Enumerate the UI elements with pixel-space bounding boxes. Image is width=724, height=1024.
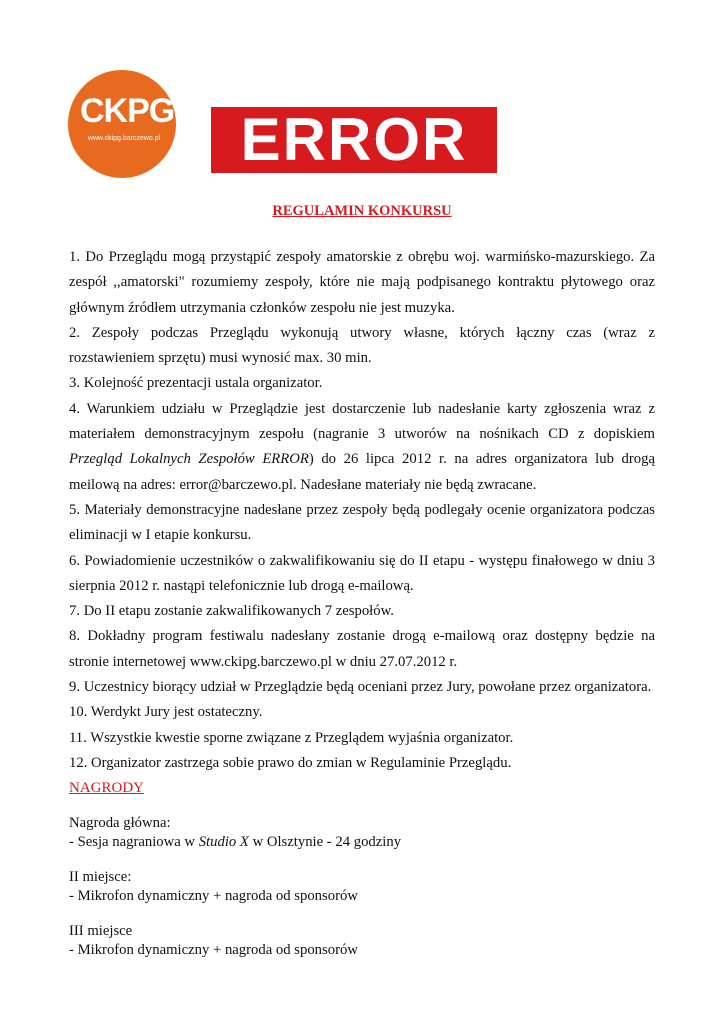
- prize-third-line: - Mikrofon dynamiczny + nagroda od sponsorów: [69, 941, 358, 958]
- prize-second: [69, 868, 655, 906]
- rule-3: 3. Kolejność prezentacji ustala organizator.: [69, 375, 323, 392]
- rule-2: 2. Zespoły podczas Przeglądu wykonują utwory własne, których łączny czas (wraz z rozstawieniem sprzętu) musi wynosić max. 30 min.: [69, 324, 655, 367]
- prize-first-line: [69, 833, 655, 852]
- rule-9: 9. Uczestnicy biorący udział w Przeglądzie będą oceniani przez Jury, powołane przez organizatora.: [69, 679, 652, 696]
- prize-second-title: II miejsce:: [69, 868, 132, 885]
- prize-first-text-b: w Olsztynie - 24 godziny: [248, 833, 402, 850]
- rule-8: 8. Dokładny program festiwalu nadesłany zostanie drogą e-mailową oraz dostępny będzie na stronie internetowej www.ckipg.barczewo.pl w dniu 27.07.2012 r.: [69, 628, 655, 670]
- rule-1: 1. Do Przeglądu mogą przystąpić zespoły amatorskie z obrębu woj. warmińsko-mazurskiego. Za zespół ,,amatorski" rozumiemy zespoły, które nie mają podpisanego kontraktu płytowego oraz głównym źródłem utrzymania członków zespołu nie jest muzyka.: [69, 249, 655, 316]
- rule-5: 5. Materiały demonstracyjne nadesłane przez zespoły będą podlegały ocenie organizatora podczas eliminacji w I etapie konkursu.: [69, 501, 655, 544]
- prize-first-title: Nagroda główna:: [69, 814, 171, 831]
- prize-first: [69, 814, 655, 852]
- prize-first-italic: Studio X: [198, 833, 249, 850]
- ckpg-logo: [68, 70, 176, 178]
- error-logo-mark: ERROR: [240, 106, 468, 173]
- rule-12: 12. Organizator zastrzega sobie prawo do zmian w Regulaminie Przeglądu.: [69, 754, 512, 771]
- rule-6: 6. Powiadomienie uczestników o zakwalifikowaniu się do II etapu - występu finałowego w dniu 3 sierpnia 2012 r. nastąpi telefonicznie lub drogą e-mailową.: [69, 552, 655, 594]
- ckpg-logo-mark: CKPG: [80, 92, 175, 130]
- error-logo: [211, 107, 497, 173]
- prizes-heading: NAGRODY: [69, 780, 144, 797]
- rule-10: 10. Werdykt Jury jest ostateczny.: [69, 704, 263, 721]
- page-title: REGULAMIN KONKURSU: [272, 203, 452, 219]
- rule-4-text-b: ) do 26 lipca 2012 r. na adres organizatora lub drogą meilową na adres: error@barczewo.pl. Nadesłane materiały nie będą zwracane.: [69, 451, 655, 493]
- rule-7: 7. Do II etapu zostanie zakwalifikowanych 7 zespołów.: [69, 603, 394, 620]
- rule-11: 11. Wszystkie kwestie sporne związane z Przeglądem wyjaśnia organizator.: [69, 729, 514, 746]
- prize-first-text-a: - Sesja nagraniowa w: [69, 833, 199, 850]
- rule-4-text-a: 4. Warunkiem udziału w Przeglądzie jest dostarczenie lub nadesłanie karty zgłoszenia wraz z materiałem demonstracyjnym zespołu (nagranie 3 utworów na nośnikach CD z dopiskiem: [69, 400, 655, 443]
- rule-4: [69, 397, 655, 498]
- prize-second-line: - Mikrofon dynamiczny + nagroda od sponsorów: [69, 887, 358, 904]
- ckpg-logo-url: www.ckipg.barczewo.pl: [87, 135, 161, 142]
- rules-list: [69, 245, 655, 960]
- prize-third: [69, 922, 655, 960]
- prize-third-title: III miejsce: [69, 922, 133, 939]
- rule-4-italic: Przegląd Lokalnych Zespołów ERROR: [69, 451, 309, 468]
